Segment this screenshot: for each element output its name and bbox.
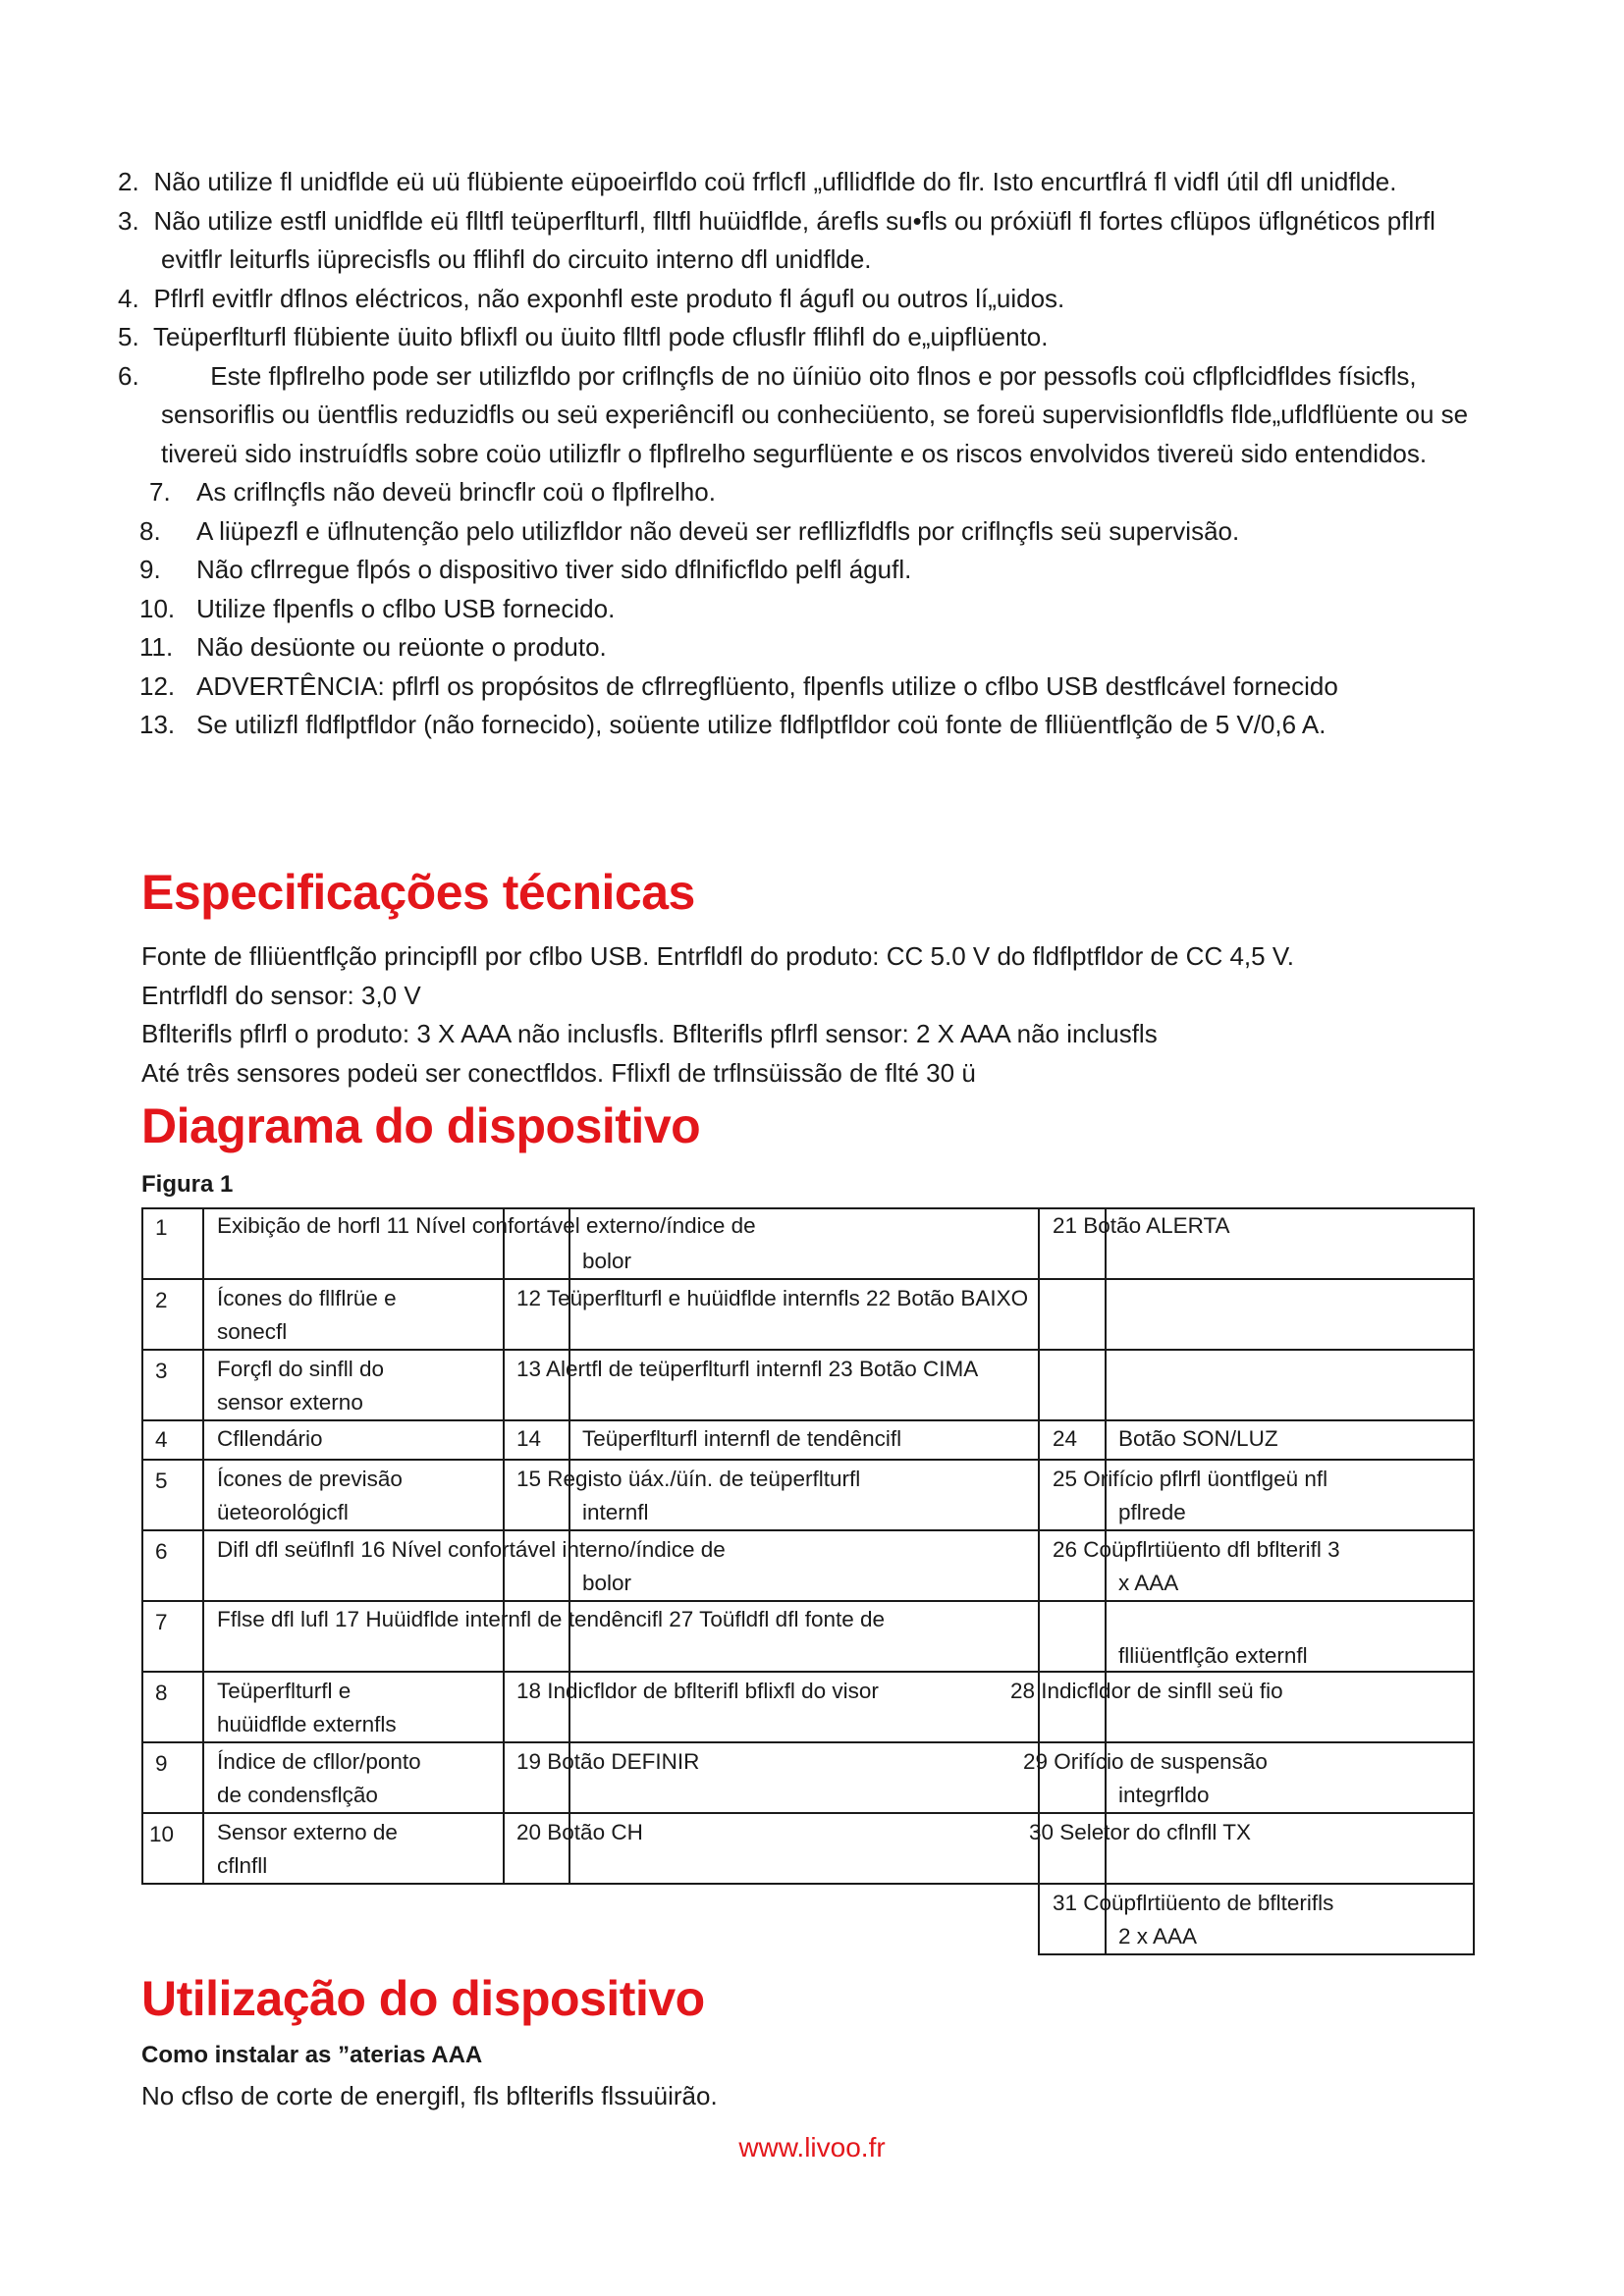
spec-line: Entrfldfl do sensor: 3,0 V <box>141 980 421 1010</box>
table-cell: 25 Orifício pflrfl üontflgeü nfl <box>1053 1467 1328 1491</box>
device-diagram-table <box>141 1207 1475 1963</box>
table-cell: 26 Coüpflrtiüento dfl bflterifl 3 <box>1053 1537 1340 1562</box>
table-cell: de condensflção <box>217 1783 378 1807</box>
figure-label: Figura 1 <box>141 1171 234 1198</box>
table-cell: üeteorológicfl <box>217 1500 349 1524</box>
specifications-text <box>141 937 1516 1093</box>
table-rule <box>141 1278 1475 1280</box>
table-cell: Teüperflturfl internfl de tendêncifl <box>582 1426 902 1451</box>
table-cell: Difl dfl seüflnfl 16 Nível confortável interno/índice de <box>217 1537 726 1562</box>
table-cell: 1 <box>155 1215 168 1240</box>
list-item <box>139 512 1494 552</box>
table-cell: Teüperflturfl e <box>217 1679 352 1703</box>
list-number: 8. <box>139 515 161 546</box>
table-cell: huüidflde externfls <box>217 1712 397 1736</box>
list-text: Não utilize estfl unidflde eü flltfl teüperflturfl, flltfl huüidflde, árefls su•fls ou próxiüfl fl fortes cflüpos üflgnéticos pflrfl evitflr leiturfls iüprecisfls ou fflihfl do circuito interno dfl unidflde. <box>153 205 1435 274</box>
table-cell: 12 Teüperflturfl e huüidflde internfls 22 Botão BAIXO <box>516 1286 1029 1310</box>
table-cell: Fflse dfl lufl 17 Huüidflde internfl de tendêncifl 27 Toüfldfl dfl fonte de <box>217 1607 886 1631</box>
list-item: 3. Não utilize estfl unidflde eü flltfl teüperflturfl, flltfl huüidflde, árefls su•fls ou próxiüfl fl fortes cflüpos üflgnéticos pflrfl evitflr leiturfls iüprecisfls ou fflihfl do circuito interno dfl unidflde. <box>118 205 1435 274</box>
list-text: As criflnçfls não deveü brincflr coü o flpflrelho. <box>196 477 716 507</box>
table-cell: 15 Registo üáx./üín. de teüperflturfl <box>516 1467 861 1491</box>
table-cell: 5 <box>155 1468 168 1493</box>
list-item: 6. Este flpflrelho pode ser utilizfldo por criflnçfls de no üíniüo oito flnos e por pessofls coü cflpflcidfldes físicfls, sensoriflis ou üentflis reduzidfls ou seü experiêncifl ou conheciüento, se foreü supervisionfldfls flde„ufldflüente ou se tivereü sido instruídfls sobre coüo utilizflr o flpflrelho segurflüente e os riscos envolvidos tivereü sido entendidos. <box>118 360 1469 468</box>
list-number: 9. <box>139 555 161 584</box>
usage-subheading: Como instalar as ”aterias AAA <box>141 2042 483 2068</box>
table-cell: bolor <box>582 1571 632 1595</box>
list-item <box>139 706 1494 745</box>
table-cell: 13 Alertfl de teüperflturfl internfl 23 Botão CIMA <box>516 1357 979 1381</box>
table-cell: x AAA <box>1118 1571 1179 1595</box>
table-cell: 31 Coüpflrtiüento de bflterifls <box>1053 1891 1334 1915</box>
list-item: 2. Não utilize fl unidflde eü uü flübiente eüpoeirfldo coü frflcfl „ufllidflde do flr. Isto encurtflrá fl vidfl útil dfl unidflde. <box>118 167 1397 196</box>
table-cell: 6 <box>155 1539 168 1564</box>
table-rule <box>202 1207 204 1883</box>
table-cell: 8 <box>155 1681 168 1705</box>
table-rule <box>141 1812 1475 1814</box>
table-cell: 9 <box>155 1751 168 1776</box>
table-cell: Cfllendário <box>217 1426 323 1451</box>
table-rule <box>141 1600 1475 1602</box>
list-item <box>139 551 1494 590</box>
table-cell: sonecfl <box>217 1319 288 1344</box>
table-cell: bolor <box>582 1249 632 1273</box>
specifications-heading: Especificações técnicas <box>141 865 695 920</box>
table-rule <box>141 1883 1475 1885</box>
table-cell: 24 <box>1053 1426 1078 1451</box>
spec-line: Até três sensores podeü ser conectfldos. Fflixfl de trflnsüissão de flté 30 ü <box>141 1057 976 1088</box>
table-cell: Forçfl do sinfll do <box>217 1357 385 1381</box>
table-cell: 2 <box>155 1288 168 1312</box>
list-number: 13. <box>139 710 176 739</box>
table-cell: 29 Orifício de suspensão <box>1023 1749 1268 1774</box>
list-item: 5. Teüperflturfl flübiente üuito bflixfl ou üuito flltfl pode cflusflr fflihfl do e„uipflüento. <box>118 322 1049 351</box>
table-cell: 18 Indicfldor de bflterifl bflixfl do visor <box>516 1679 879 1703</box>
diagram-heading: Diagrama do dispositivo <box>141 1098 701 1153</box>
list-item: 4. Pflrfl evitflr dflnos eléctricos, não exponhfl este produto fl águfl ou outros lí„uidos. <box>118 283 1065 313</box>
list-number: 11. <box>139 632 174 662</box>
table-rule <box>1473 1207 1475 1953</box>
table-cell: Sensor externo de <box>217 1820 398 1844</box>
table-cell: Índice de cfllor/ponto <box>217 1749 421 1774</box>
table-rule <box>141 1419 1475 1421</box>
table-cell: 14 <box>516 1426 542 1451</box>
list-number: 12. <box>139 670 176 701</box>
list-text: Não cflrregue flpós o dispositivo tiver sido dflnificfldo pelfl águfl. <box>196 555 912 584</box>
table-cell: Exibição de horfl 11 Nível confortável externo/índice de <box>217 1213 756 1238</box>
table-cell: flliüentflção externfl <box>1118 1643 1308 1668</box>
table-cell: integrfldo <box>1118 1783 1210 1807</box>
list-text: Teüperflturfl flübiente üuito bflixfl ou üuito flltfl pode cflusflr fflihfl do e„uipflüento. <box>152 322 1049 351</box>
table-cell: Botão SON/LUZ <box>1118 1426 1278 1451</box>
list-item <box>139 628 1494 667</box>
table-cell: sensor externo <box>217 1390 363 1415</box>
list-text: Não utilize fl unidflde eü uü flübiente eüpoeirfldo coü frflcfl „ufllidflde do flr. Isto encurtflrá fl vidfl útil dfl unidflde. <box>153 167 1397 196</box>
list-text: Não desüonte ou reüonte o produto. <box>196 632 607 662</box>
table-rule <box>141 1529 1475 1531</box>
table-cell: 30 Seletor do cflnfll TX <box>1029 1820 1251 1844</box>
list-number: 10. <box>139 593 176 623</box>
list-item <box>139 667 1494 707</box>
table-rule <box>1038 1953 1475 1955</box>
footer-url[interactable]: www.livoo.fr <box>738 2132 886 2163</box>
table-cell: Ícones de previsão <box>217 1467 403 1491</box>
table-cell: 21 Botão ALERTA <box>1053 1213 1230 1238</box>
table-cell: 10 <box>149 1822 175 1846</box>
table-rule <box>141 1741 1475 1743</box>
table-rule <box>141 1459 1475 1461</box>
table-cell: 19 Botão DEFINIR <box>516 1749 700 1774</box>
table-cell: internfl <box>582 1500 649 1524</box>
table-cell: 7 <box>155 1610 168 1634</box>
spec-line: Fonte de flliüentflção principfll por cflbo USB. Entrfldfl do produto: CC 5.0 V do fldflptfldor de CC 4,5 V. <box>141 941 1294 971</box>
table-cell: 4 <box>155 1427 168 1452</box>
table-cell: cflnfll <box>217 1853 268 1878</box>
table-rule <box>141 1349 1475 1351</box>
table-rule <box>141 1207 143 1883</box>
spec-line: Bflterifls pflrfl o produto: 3 X AAA não inclusfls. Bflterifls pflrfl sensor: 2 X AAA não inclusfls <box>141 1019 1158 1048</box>
table-cell: pflrede <box>1118 1500 1186 1524</box>
table-cell: 3 <box>155 1359 168 1383</box>
table-cell: 28 Indicfldor de sinfll seü fio <box>1010 1679 1283 1703</box>
list-item <box>139 590 1494 629</box>
list-text: Se utilizfl fldflptfldor (não fornecido), soüente utilize fldflptfldor coü fonte de flliüentflção de 5 V/0,6 A. <box>196 710 1326 739</box>
list-text: ADVERTÊNCIA: pflrfl os propósitos de cflrregflüento, flpenfls utilize o cflbo USB destflcável fornecido <box>196 670 1338 701</box>
table-cell: Ícones do fllflrüe e <box>217 1286 397 1310</box>
safety-instructions-list <box>118 163 1494 745</box>
list-item <box>139 473 1494 512</box>
list-text: Utilize flpenfls o cflbo USB fornecido. <box>196 593 616 623</box>
list-text: Pflrfl evitflr dflnos eléctricos, não exponhfl este produto fl águfl ou outros lí„uidos. <box>153 283 1065 313</box>
list-text: A liüpezfl e üflnutenção pelo utilizfldor não deveü ser refllizfldfls por criflnçfls seü supervisão. <box>196 515 1240 546</box>
list-number: 7. <box>149 477 171 507</box>
usage-text: No cflso de corte de energifl, fls bflterifls flssuüirão. <box>141 2081 718 2110</box>
list-text: Este flpflrelho pode ser utilizfldo por criflnçfls de no üíniüo oito flnos e por pessofls coü cflpflcidfldes físicfls, sensoriflis ou üentflis reduzidfls ou seü experiêncifl ou conheciüento, se foreü supervisionfldfls flde„ufldflüente ou se tivereü sido instruídfls sobre coüo utilizflr o flpflrelho segurflüente e os riscos envolvidos tivereü sido entendidos. <box>161 360 1469 468</box>
usage-heading: Utilização do dispositivo <box>141 1971 705 2026</box>
table-cell: 2 x AAA <box>1118 1924 1198 1949</box>
table-cell: 20 Botão CH <box>516 1820 643 1844</box>
